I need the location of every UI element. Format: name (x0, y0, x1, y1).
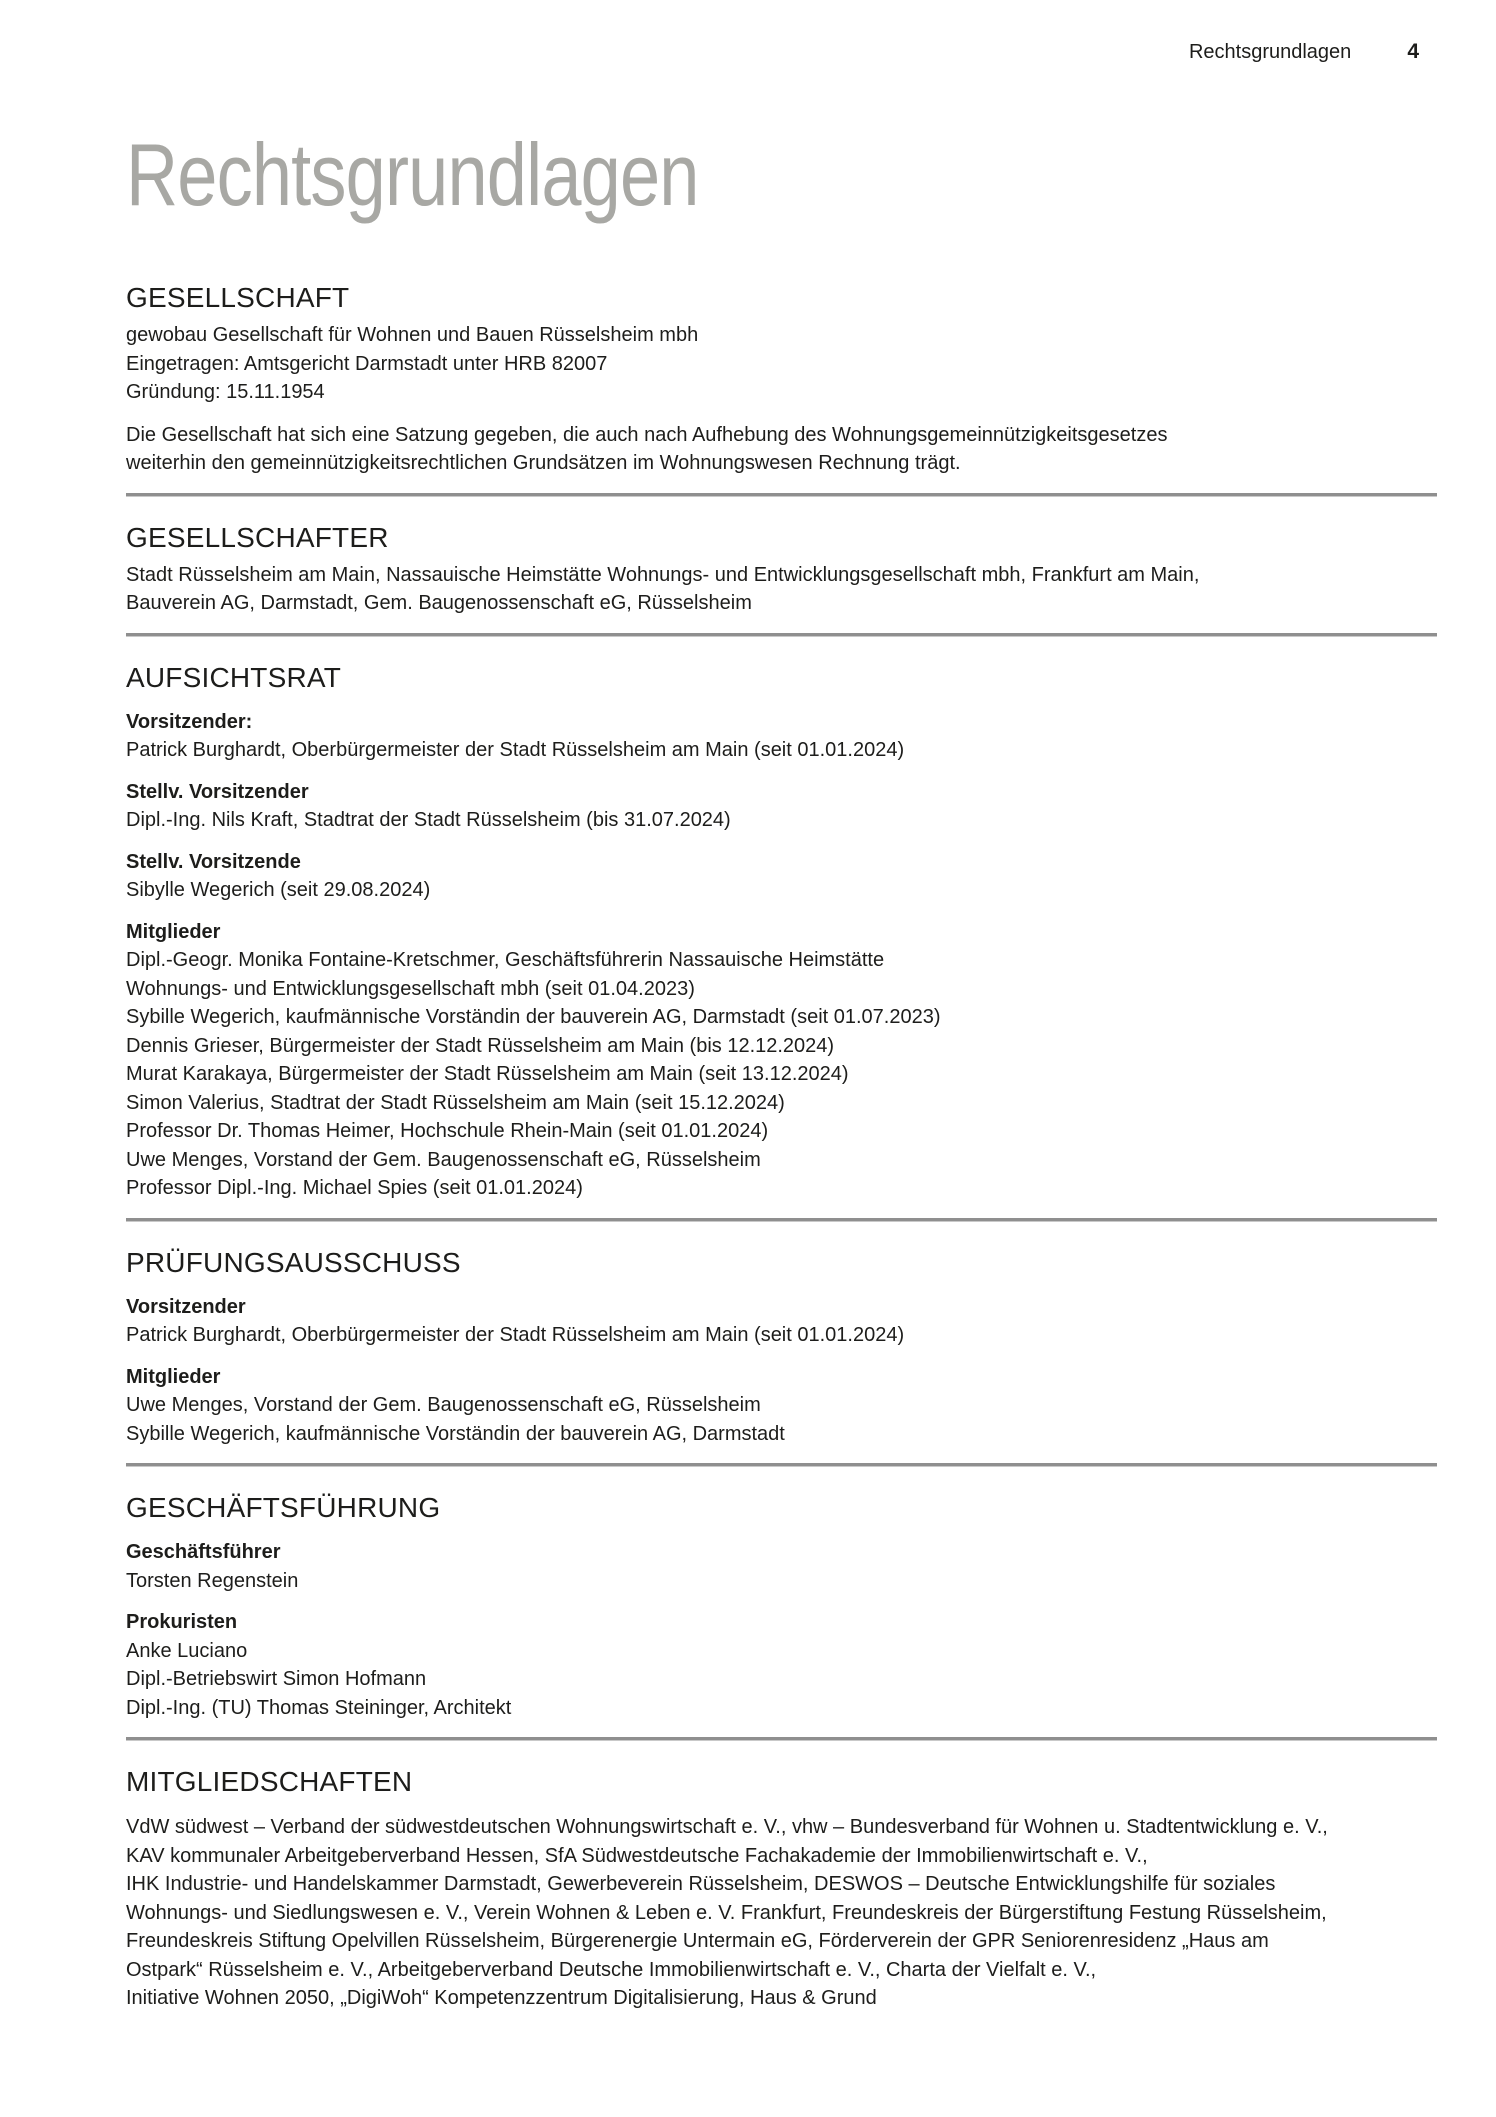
text-line: Sibylle Wegerich (seit 29.08.2024) (126, 879, 431, 902)
page-header (126, 0, 1437, 64)
section-divider (126, 493, 1437, 497)
group-lines (126, 736, 1437, 765)
section-pruefungsausschuss (126, 1246, 1437, 1449)
section-heading-mitgliedschaften: MITGLIEDSCHAFTEN (126, 1766, 413, 1798)
text-line: Dipl.-Ing. Nils Kraft, Stadtrat der Stadt Rüsselsheim (bis 31.07.2024) (126, 809, 731, 832)
group-stellv-vorsitzender (126, 778, 1437, 835)
section-divider (126, 1737, 1437, 1741)
group-label: Mitglieder (126, 1365, 221, 1388)
text-line: Patrick Burghardt, Oberbürgermeister der Stadt Rüsselsheim am Main (seit 01.01.2024) (126, 1324, 905, 1347)
group-lines (126, 946, 1437, 1203)
text-line: Die Gesellschaft hat sich eine Satzung gegeben, die auch nach Aufhebung des Wohnungsgemeinnützigkeitsgesetzes (126, 423, 1168, 446)
section-geschaeftsfuehrung (126, 1491, 1437, 1722)
text-line: Dipl.-Geogr. Monika Fontaine-Kretschmer, Geschäftsführerin Nassauische Heimstätte (126, 949, 885, 972)
group-mitglieder (126, 918, 1437, 1203)
text-line: Professor Dipl.-Ing. Michael Spies (seit 01.01.2024) (126, 1177, 583, 1200)
group-lines (126, 876, 1437, 905)
text-line: Patrick Burghardt, Oberbürgermeister der Stadt Rüsselsheim am Main (seit 01.01.2024) (126, 739, 905, 762)
text-line: IHK Industrie- und Handelskammer Darmstadt, Gewerbeverein Rüsselsheim, DESWOS – Deutsche Entwicklungshilfe für soziales (126, 1873, 1276, 1896)
group-label: Vorsitzender (126, 1295, 246, 1318)
text-line: Dipl.-Betriebswirt Simon Hofmann (126, 1668, 427, 1691)
page-title: Rechtsgrundlagen (126, 125, 699, 224)
text-line: Sybille Wegerich, kaufmännische Vorständin der bauverein AG, Darmstadt (seit 01.07.2023) (126, 1006, 941, 1029)
text-line: Eingetragen: Amtsgericht Darmstadt unter HRB 82007 (126, 352, 608, 375)
section-mitgliedschaften (126, 1765, 1437, 2013)
section-divider (126, 1218, 1437, 1222)
text-line: Anke Luciano (126, 1639, 248, 1662)
text-line: Murat Karakaya, Bürgermeister der Stadt Rüsselsheim am Main (seit 13.12.2024) (126, 1063, 849, 1086)
section-heading-geschaeftsfuehrung: GESCHÄFTSFÜHRUNG (126, 1492, 441, 1524)
group-geschaeftsfuehrer (126, 1538, 1437, 1595)
text-line: Sybille Wegerich, kaufmännische Vorständin der bauverein AG, Darmstadt (126, 1422, 785, 1445)
text-line: Wohnungs- und Entwicklungsgesellschaft mbh (seit 01.04.2023) (126, 977, 695, 1000)
text-line: gewobau Gesellschaft für Wohnen und Bauen Rüsselsheim mbh (126, 324, 699, 347)
text-line: Dipl.-Ing. (TU) Thomas Steininger, Architekt (126, 1696, 512, 1719)
section-gesellschaft (126, 281, 1437, 478)
group-lines (126, 1321, 1437, 1350)
shareholders-paragraph (126, 561, 1437, 618)
group-prokuristen (126, 1608, 1437, 1722)
text-line: VdW südwest – Verband der südwestdeutschen Wohnungswirtschaft e. V., vhw – Bundesverband für Wohnen u. Stadtentwicklung e. V., (126, 1816, 1328, 1839)
group-label: Mitglieder (126, 920, 221, 943)
text-line: Stadt Rüsselsheim am Main, Nassauische Heimstätte Wohnungs- und Entwicklungsgesellschaft mbh, Frankfurt am Main, (126, 563, 1200, 586)
section-gesellschafter (126, 521, 1437, 618)
group-label: Stellv. Vorsitzende (126, 850, 301, 873)
section-heading-gesellschaft: GESELLSCHAFT (126, 282, 350, 314)
text-line: Wohnungs- und Siedlungswesen e. V., Verein Wohnen & Leben e. V. Frankfurt, Freundeskreis der Bürgerstiftung Festung Rüsselsheim, (126, 1901, 1327, 1924)
group-label: Vorsitzender: (126, 710, 253, 733)
text-line: Freundeskreis Stiftung Opelvillen Rüsselsheim, Bürgerenergie Untermain eG, Förderverein der GPR Seniorenresidenz „Haus am (126, 1930, 1269, 1953)
text-line: Initiative Wohnen 2050, „DigiWoh“ Kompetenzzentrum Digitalisierung, Haus & Grund (126, 1987, 877, 2010)
text-line: Professor Dr. Thomas Heimer, Hochschule Rhein-Main (seit 01.01.2024) (126, 1120, 769, 1143)
text-line: KAV kommunaler Arbeitgeberverband Hessen, SfA Südwestdeutsche Fachakademie der Immobilienwirtschaft e. V., (126, 1844, 1148, 1867)
section-heading-gesellschafter: GESELLSCHAFTER (126, 521, 389, 553)
page-number: 4 (1407, 40, 1419, 63)
text-line: weiterhin den gemeinnützigkeitsrechtlichen Grundsätzen im Wohnungswesen Rechnung trägt. (126, 452, 961, 475)
company-facts (126, 321, 1437, 407)
text-line: Ostpark“ Rüsselsheim e. V., Arbeitgeberverband Deutsche Immobilienwirtschaft e. V., Charta der Vielfalt e. V., (126, 1958, 1097, 1981)
group-mitglieder (126, 1363, 1437, 1449)
group-vorsitzender (126, 708, 1437, 765)
group-label: Prokuristen (126, 1611, 238, 1634)
running-header-title: Rechtsgrundlagen (1188, 41, 1352, 63)
group-label: Geschäftsführer (126, 1541, 281, 1564)
section-aufsichtsrat (126, 661, 1437, 1203)
satzung-paragraph (126, 421, 1437, 478)
group-lines (126, 1391, 1437, 1448)
text-line: Bauverein AG, Darmstadt, Gem. Baugenossenschaft eG, Rüsselsheim (126, 592, 752, 615)
group-vorsitzender (126, 1293, 1437, 1350)
group-label: Stellv. Vorsitzender (126, 780, 309, 803)
group-lines (126, 1567, 1437, 1596)
section-divider (126, 633, 1437, 637)
group-stellv-vorsitzende (126, 848, 1437, 905)
text-line: Gründung: 15.11.1954 (126, 381, 325, 404)
text-line: Simon Valerius, Stadtrat der Stadt Rüsselsheim am Main (seit 15.12.2024) (126, 1091, 785, 1114)
section-heading-pruefungsausschuss: PRÜFUNGSAUSSCHUSS (126, 1246, 461, 1278)
text-line: Uwe Menges, Vorstand der Gem. Baugenossenschaft eG, Rüsselsheim (126, 1148, 761, 1171)
text-line: Dennis Grieser, Bürgermeister der Stadt Rüsselsheim am Main (bis 12.12.2024) (126, 1034, 835, 1057)
memberships-paragraph (126, 1813, 1437, 2013)
text-line: Uwe Menges, Vorstand der Gem. Baugenossenschaft eG, Rüsselsheim (126, 1394, 761, 1417)
section-heading-aufsichtsrat: AUFSICHTSRAT (126, 661, 341, 693)
group-lines (126, 806, 1437, 835)
section-divider (126, 1463, 1437, 1467)
group-lines (126, 1637, 1437, 1723)
text-line: Torsten Regenstein (126, 1569, 299, 1592)
